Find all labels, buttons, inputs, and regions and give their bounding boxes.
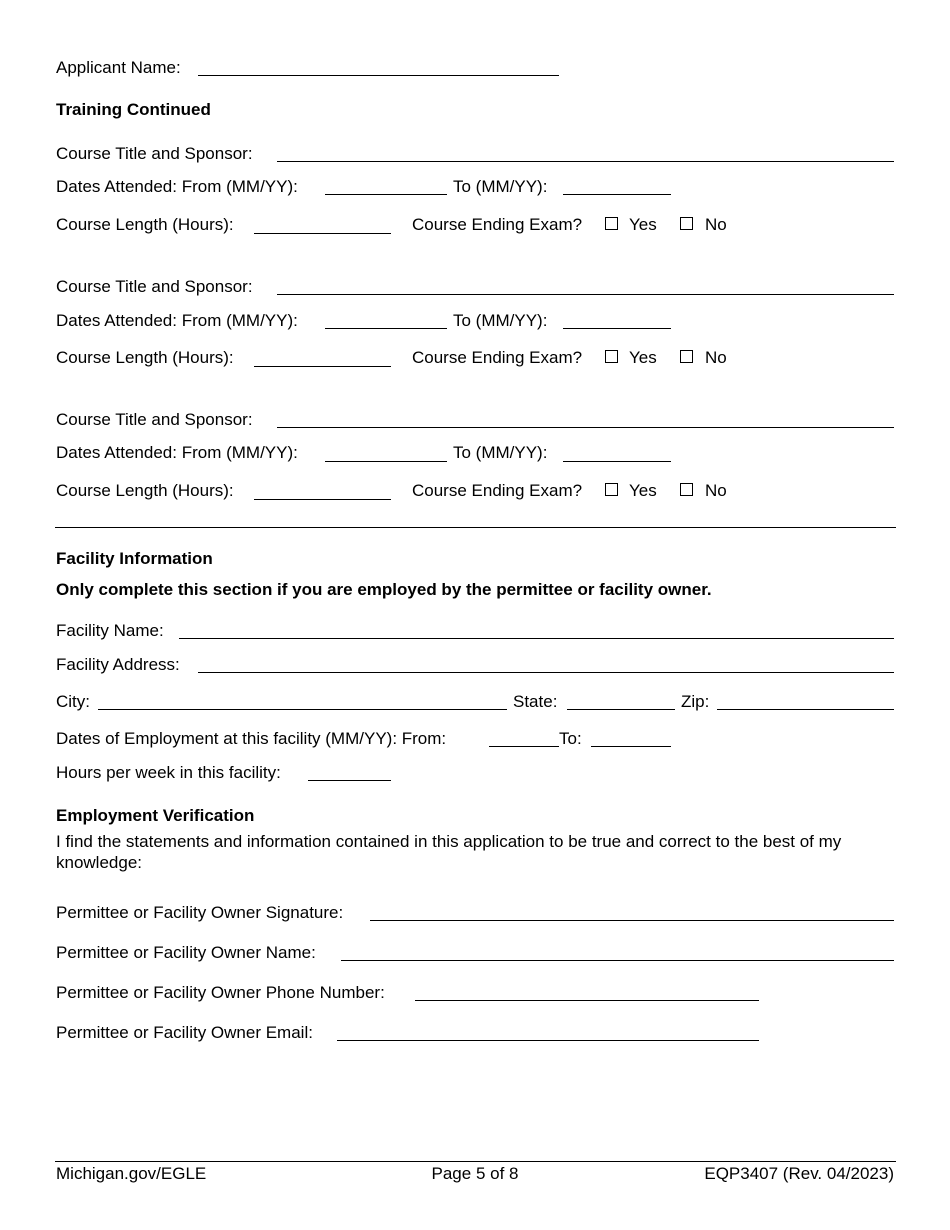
exam-no-label: No: [705, 481, 727, 500]
course-length-label: Course Length (Hours):: [56, 348, 234, 367]
dates-from-label: Dates Attended: From (MM/YY):: [56, 443, 298, 462]
owner-email-label: Permittee or Facility Owner Email:: [56, 1023, 313, 1042]
exam-yes-label: Yes: [629, 215, 657, 234]
owner-email-field[interactable]: [337, 1040, 759, 1041]
employment-to-label: To:: [559, 729, 582, 748]
dates-to-label: To (MM/YY):: [453, 177, 548, 196]
facility-heading: Facility Information: [56, 549, 213, 568]
section-divider: [55, 527, 896, 528]
dates-from-field[interactable]: [325, 461, 447, 462]
course-exam-label: Course Ending Exam?: [412, 481, 583, 500]
course-length-label: Course Length (Hours):: [56, 215, 234, 234]
course-length-label: Course Length (Hours):: [56, 481, 234, 500]
exam-no-checkbox[interactable]: [680, 350, 693, 363]
employment-dates-label: Dates of Employment at this facility (MM/YY): From:: [56, 729, 447, 748]
facility-address-label: Facility Address:: [56, 655, 180, 674]
dates-from-label: Dates Attended: From (MM/YY):: [56, 177, 298, 196]
course-length-field[interactable]: [254, 499, 391, 500]
course-title-field[interactable]: [277, 427, 894, 428]
course-length-field[interactable]: [254, 233, 391, 234]
facility-note: Only complete this section if you are employed by the permittee or facility owner.: [56, 580, 712, 599]
exam-no-checkbox[interactable]: [680, 483, 693, 496]
facility-name-field[interactable]: [179, 638, 894, 639]
verification-heading: Employment Verification: [56, 806, 255, 825]
course-title-field[interactable]: [277, 161, 894, 162]
exam-yes-label: Yes: [629, 348, 657, 367]
course-title-label: Course Title and Sponsor:: [56, 144, 253, 163]
applicant-name-field[interactable]: [198, 75, 559, 76]
exam-yes-checkbox[interactable]: [605, 217, 618, 230]
course-title-label: Course Title and Sponsor:: [56, 277, 253, 296]
employment-from-field[interactable]: [489, 746, 559, 747]
footer-website: Michigan.gov/EGLE: [56, 1164, 207, 1183]
training-continued-heading: Training Continued: [56, 100, 211, 119]
zip-field[interactable]: [717, 709, 894, 710]
owner-name-field[interactable]: [341, 960, 894, 961]
state-label: State:: [513, 692, 558, 711]
zip-label: Zip:: [681, 692, 710, 711]
course-title-label: Course Title and Sponsor:: [56, 410, 253, 429]
footer-page-number: Page 5 of 8: [431, 1164, 519, 1183]
dates-to-field[interactable]: [563, 194, 671, 195]
dates-to-label: To (MM/YY):: [453, 443, 548, 462]
city-label: City:: [56, 692, 90, 711]
city-field[interactable]: [98, 709, 507, 710]
exam-yes-checkbox[interactable]: [605, 350, 618, 363]
facility-address-field[interactable]: [198, 672, 894, 673]
course-exam-label: Course Ending Exam?: [412, 348, 583, 367]
hours-per-week-label: Hours per week in this facility:: [56, 763, 281, 782]
dates-to-label: To (MM/YY):: [453, 311, 548, 330]
footer-form-id: EQP3407 (Rev. 04/2023): [704, 1164, 894, 1183]
course-exam-label: Course Ending Exam?: [412, 215, 583, 234]
facility-name-label: Facility Name:: [56, 621, 164, 640]
owner-name-label: Permittee or Facility Owner Name:: [56, 943, 316, 962]
owner-phone-label: Permittee or Facility Owner Phone Number:: [56, 983, 385, 1002]
hours-per-week-field[interactable]: [308, 780, 391, 781]
exam-yes-label: Yes: [629, 481, 657, 500]
exam-yes-checkbox[interactable]: [605, 483, 618, 496]
exam-no-label: No: [705, 348, 727, 367]
dates-from-label: Dates Attended: From (MM/YY):: [56, 311, 298, 330]
employment-to-field[interactable]: [591, 746, 671, 747]
applicant-name-label: Applicant Name:: [56, 58, 181, 77]
owner-signature-field[interactable]: [370, 920, 894, 921]
exam-no-label: No: [705, 215, 727, 234]
exam-no-checkbox[interactable]: [680, 217, 693, 230]
footer-rule: [55, 1161, 896, 1162]
course-title-field[interactable]: [277, 294, 894, 295]
dates-from-field[interactable]: [325, 328, 447, 329]
state-field[interactable]: [567, 709, 675, 710]
dates-from-field[interactable]: [325, 194, 447, 195]
owner-signature-label: Permittee or Facility Owner Signature:: [56, 903, 344, 922]
course-length-field[interactable]: [254, 366, 391, 367]
dates-to-field[interactable]: [563, 328, 671, 329]
owner-phone-field[interactable]: [415, 1000, 759, 1001]
verification-statement: I find the statements and information contained in this application to be true and correct to the best of my knowledge:: [56, 832, 842, 872]
dates-to-field[interactable]: [563, 461, 671, 462]
